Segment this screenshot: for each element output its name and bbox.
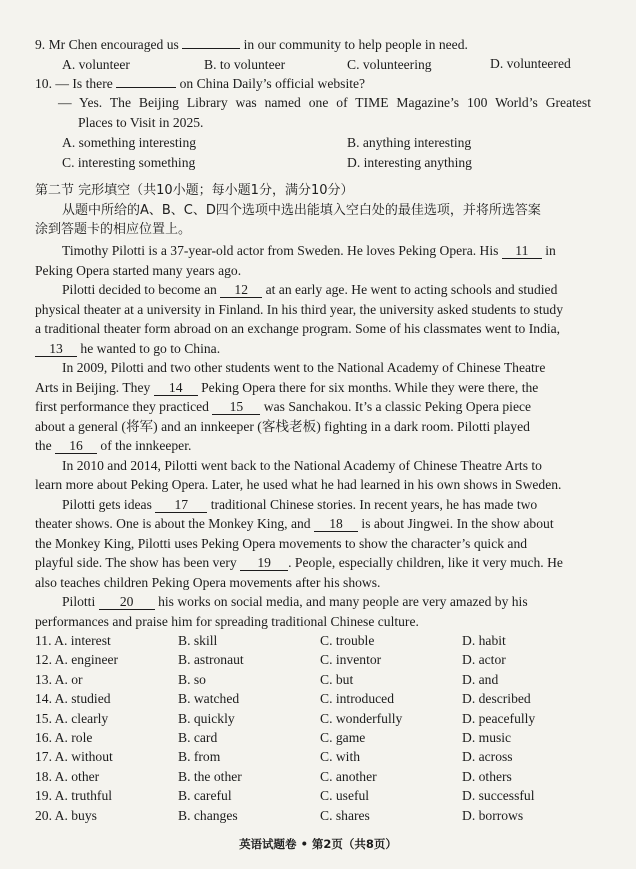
option-11-a: 11. A. interest: [35, 633, 111, 648]
q10-reply-line-1: — Yes. The Beijing Library was named one of TIME Magazine’s 100 World’s Greatest: [58, 95, 591, 110]
passage-text: he wanted to go to China.: [80, 341, 221, 356]
passage-text: Peking Opera there for six months. While they were there, the: [201, 380, 539, 395]
passage-text: Timothy Pilotti is a 37-year-old actor from Sweden. He loves Peking Opera. His: [62, 243, 499, 258]
option-18-c: C. another: [320, 769, 377, 784]
passage-line: [35, 340, 220, 357]
option-19-d: D. successful: [462, 788, 535, 803]
option-20-d: D. borrows: [462, 808, 524, 823]
option-11-b: B. skill: [178, 633, 218, 648]
passage-line: [35, 379, 538, 396]
passage-text: playful side. The show has been very: [35, 555, 237, 570]
q10-option-a: A. something interesting: [62, 135, 197, 150]
blank-15: 15: [212, 399, 260, 415]
option-17-a: 17. A. without: [35, 749, 113, 764]
q9-option-d: D. volunteered: [490, 56, 571, 71]
q9-option-c: C. volunteering: [347, 57, 432, 72]
q10-stem-start: 10. — Is there: [35, 76, 113, 91]
blank-16: 16: [55, 438, 97, 454]
q9-option-b: B. to volunteer: [204, 57, 286, 72]
q9-option-a: A. volunteer: [62, 57, 130, 72]
passage-line: [62, 496, 537, 513]
option-13-d: D. and: [462, 672, 499, 687]
passage-line: [35, 515, 554, 532]
option-13-c: C. but: [320, 672, 354, 687]
option-16-b: B. card: [178, 730, 218, 745]
option-18-b: B. the other: [178, 769, 242, 784]
passage-line: [62, 593, 528, 610]
option-16-a: 16. A. role: [35, 730, 93, 745]
option-11-d: D. habit: [462, 633, 506, 648]
passage-text: of the innkeeper.: [100, 438, 192, 453]
option-17-d: D. across: [462, 749, 513, 764]
option-15-c: C. wonderfully: [320, 711, 403, 726]
option-18-d: D. others: [462, 769, 512, 784]
passage-line: [62, 242, 556, 259]
option-19-a: 19. A. truthful: [35, 788, 113, 803]
passage-line: [62, 281, 557, 298]
passage-line: a traditional theater form abroad on an exchange program. Some of his classmates went to India,: [35, 321, 561, 336]
option-12-d: D. actor: [462, 652, 506, 667]
q10-option-b: B. anything interesting: [347, 135, 472, 150]
q9-blank: [182, 48, 240, 49]
option-20-b: B. changes: [178, 808, 238, 823]
option-17-b: B. from: [178, 749, 221, 764]
passage-text: the: [35, 438, 52, 453]
page-footer: 英语试题卷 • 第2页（共8页）: [239, 837, 397, 851]
section-instruction-2: 涂到答题卡的相应位置上。: [35, 222, 192, 237]
passage-text: theater shows. One is about the Monkey King, and: [35, 516, 311, 531]
option-19-b: B. careful: [178, 788, 232, 803]
passage-line: In 2010 and 2014, Pilotti went back to the National Academy of Chinese Theatre Arts to: [62, 458, 542, 473]
blank-20: 20: [99, 594, 155, 610]
passage-line: [35, 398, 531, 415]
blank-13: 13: [35, 341, 77, 357]
option-12-c: C. inventor: [320, 652, 382, 667]
section-heading: 第二节 完形填空（共10小题；每小题1分，满分10分）: [35, 183, 354, 198]
passage-text: Pilotti decided to become an: [62, 282, 217, 297]
option-12-b: B. astronaut: [178, 652, 244, 667]
passage-text: Pilotti gets ideas: [62, 497, 152, 512]
option-13-a: 13. A. or: [35, 672, 83, 687]
passage-text: first performance they practiced: [35, 399, 209, 414]
q10-blank: [116, 87, 176, 88]
option-18-a: 18. A. other: [35, 769, 100, 784]
passage-text: his works on social media, and many people are very amazed by his: [158, 594, 528, 609]
option-20-a: 20. A. buys: [35, 808, 97, 823]
q10-option-d: D. interesting anything: [347, 155, 472, 170]
section-instruction-1: 从题中所给的A、B、C、D四个选项中选出能填入空白处的最佳选项，并将所选答案: [62, 203, 541, 218]
passage-line: Peking Opera started many years ago.: [35, 263, 242, 278]
blank-17: 17: [155, 497, 207, 513]
passage-text: Pilotti: [62, 594, 96, 609]
option-15-b: B. quickly: [178, 711, 235, 726]
passage-text: in: [545, 243, 556, 258]
option-14-d: D. described: [462, 691, 531, 706]
option-16-d: D. music: [462, 730, 512, 745]
q10-option-c: C. interesting something: [62, 155, 196, 170]
blank-11: 11: [502, 243, 542, 259]
passage-text: at an early age. He went to acting schools and studied: [265, 282, 558, 297]
option-15-d: D. peacefully: [462, 711, 536, 726]
q10-reply-line-2: Places to Visit in 2025.: [78, 115, 204, 130]
passage-line: also teaches children Peking Opera movements after his shows.: [35, 575, 381, 590]
option-16-c: C. game: [320, 730, 366, 745]
passage-text: . People, especially children, like it very much. He: [288, 555, 563, 570]
passage-text: Arts in Beijing. They: [35, 380, 151, 395]
option-12-a: 12. A. engineer: [35, 652, 119, 667]
passage-line: physical theater at a university in Finland. In his third year, the university asked students to study: [35, 302, 563, 317]
passage-text: is about Jingwei. In the show about: [361, 516, 554, 531]
passage-line: In 2009, Pilotti and two other students went to the National Academy of Chinese Theatre: [62, 360, 546, 375]
option-14-b: B. watched: [178, 691, 240, 706]
option-19-c: C. useful: [320, 788, 370, 803]
passage-line: [35, 437, 191, 454]
q10-stem-end: on China Daily’s official website?: [179, 76, 366, 91]
question-9-stem: [35, 36, 468, 53]
blank-14: 14: [154, 380, 198, 396]
question-10-stem: [35, 75, 365, 92]
passage-line: learn more about Peking Opera. Later, he used what he had learned in his own shows in Sweden.: [35, 477, 562, 492]
option-14-c: C. introduced: [320, 691, 394, 706]
blank-12: 12: [220, 282, 262, 298]
option-17-c: C. with: [320, 749, 361, 764]
option-14-a: 14. A. studied: [35, 691, 111, 706]
option-13-b: B. so: [178, 672, 206, 687]
option-20-c: C. shares: [320, 808, 370, 823]
passage-line: about a general (将军) and an innkeeper (客栈老板) fighting in a dark room. Pilotti played: [35, 419, 530, 434]
passage-line: performances and praise him for spreading traditional Chinese culture.: [35, 614, 419, 629]
passage-text: was Sanchakou. It’s a classic Peking Opera piece: [263, 399, 532, 414]
q9-stem-end: in our community to help people in need.: [243, 37, 468, 52]
blank-18: 18: [314, 516, 358, 532]
blank-19: 19: [240, 555, 288, 571]
passage-text: traditional Chinese stories. In recent years, he has made two: [210, 497, 538, 512]
passage-line: [35, 554, 563, 571]
option-11-c: C. trouble: [320, 633, 375, 648]
passage-line: the Monkey King, Pilotti uses Peking Opera movements to show the character’s quick and: [35, 536, 528, 551]
option-15-a: 15. A. clearly: [35, 711, 109, 726]
q9-stem-start: 9. Mr Chen encouraged us: [35, 37, 179, 52]
